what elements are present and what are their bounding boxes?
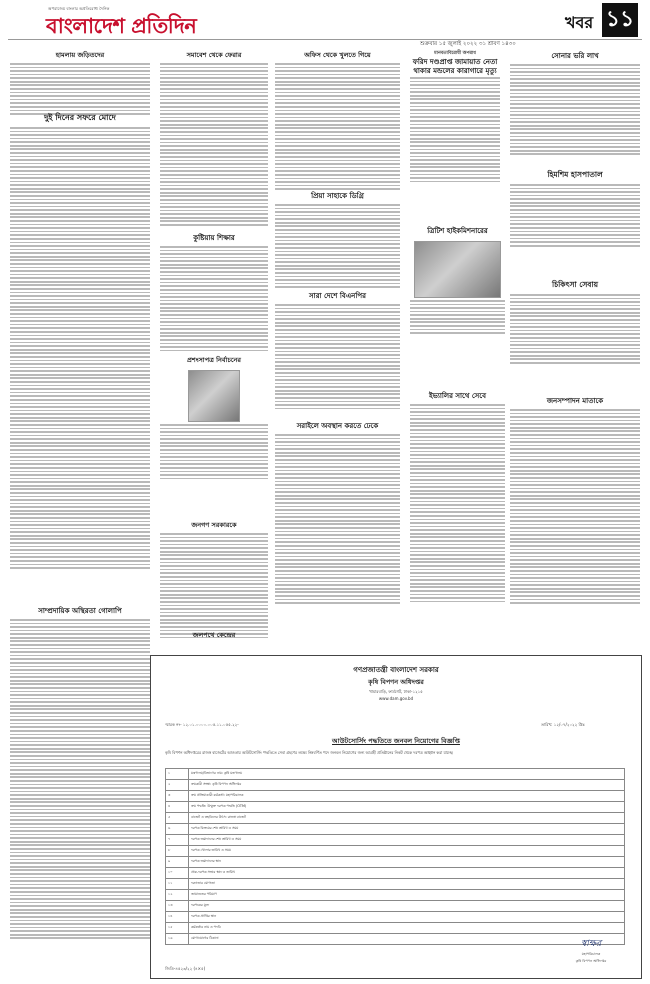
page-number: ১১ [602,3,638,37]
story-text-lines [510,294,640,364]
ad-intro: কৃষি বিপণন অধিদপ্তরের রাজস্ব বাজেটের আওতায় আউটসোর্সিং পদ্ধতিতে সেবা গ্রহণের লক্ষ্যে নিম্নবর্ণিত পদে জনবল নিয়োগের জন্য আগ্রহী প্রতিষ্ঠানের নিকট থেকে দরপত্র আহ্বান করা যাচ্ছে। [165,750,454,755]
ad-table-row [166,824,625,835]
story-s10[interactable] [510,395,640,606]
signatory-org: কৃষি বিপণন অধিদপ্তর [575,959,607,963]
ad-website[interactable]: www.dam.gov.bd [378,696,414,701]
ad-row-text: দরপত্রের মূল্য [189,901,625,912]
ad-row-text: দরদাতার যোগ্যতা [189,879,625,890]
headline[interactable]: জনসম্পাদন মাতাকে [546,396,604,405]
ad-reference: স্মারক নং- ১২.০১.০০০০.০০৫.১১.০৫৫.২২- [165,722,239,727]
headline[interactable]: জনগণ সরকারকে [191,521,237,529]
ad-table-row [166,879,625,890]
story-s9[interactable] [410,225,505,336]
ad-table-row [166,846,625,857]
ad-row-number: ১২ [166,890,189,901]
ad-table-row [166,868,625,879]
ad-row-number: ১১ [166,879,189,890]
story-text-lines [10,127,150,569]
story-s19[interactable] [160,520,268,640]
ad-table [165,768,625,945]
headline[interactable]: হামলায় জড়িতদের [55,51,105,59]
headline[interactable]: দুই দিনের সফরে মোদে [44,112,116,122]
signature-block [546,936,636,965]
story-photo [414,241,501,298]
story-text-lines [10,619,150,939]
story-text-lines [410,77,500,182]
headline[interactable]: অফিস থেকে খুলতে গিয়ে [304,51,371,59]
headline[interactable]: সাম্প্রদায়িক অস্থিরতা গোলাপি [38,606,122,615]
ad-table-row [166,857,625,868]
ad-table-row [166,890,625,901]
story-s1[interactable] [10,50,150,117]
ad-row-text: কর্মকর্তার নাম ও পদবি [189,923,625,934]
ad-header [151,656,641,701]
ad-row-number: ৫ [166,813,189,824]
ad-row-number: ১৩ [166,901,189,912]
story-text-lines [10,63,150,115]
headline[interactable]: চিকিৎসা সেবায় [551,280,599,289]
dateline: শুক্রবার ১৫ জুলাই ২০২২ ৩১ শ্রাবণ ১৪৩০ [420,41,516,47]
story-text-lines [275,204,400,288]
story-text-lines [510,409,640,604]
ad-title: আউটসোর্সিং পদ্ধতিতে জনবল নিয়োগের বিজ্ঞপ্তি [332,737,460,745]
story-text-lines [510,64,640,155]
story-s16[interactable] [410,390,505,604]
masthead-tagline: অপরাজেয় বাংলার অপ্রতিরোধ্য দৈনিক [48,6,110,11]
story-text-lines [410,300,505,334]
ad-row-text: জামানতের পরিমাণ [189,890,625,901]
story-s7[interactable] [275,190,400,290]
story-text-lines [275,304,400,409]
story-s18[interactable] [10,605,150,941]
story-text-lines [275,63,400,190]
ad-row-number: ১ [166,769,189,780]
ad-row-number: ৩ [166,791,189,802]
ad-row-number: ১৬ [166,934,189,945]
ad-table-row [166,802,625,813]
ad-row-text: ক্রয় পদ্ধতি: উন্মুক্ত দরপত্র পদ্ধতি (OTM) [189,802,625,813]
headline[interactable]: ফরিদ দণ্ডপ্রাপ্ত জামায়াত নেতা থাকার মন্ডলের কারাগারে মৃত্যু [412,57,498,75]
ad-row-text: দরপত্র খোলার তারিখ ও সময় [189,846,625,857]
headline[interactable]: প্রশংসাপত্র নির্বাচনের [187,356,241,364]
story-s3[interactable] [275,50,400,192]
ad-row-text: দরপত্র প্রাপ্তির স্থান [189,912,625,923]
story-s6[interactable] [10,112,150,571]
story-photo [188,370,240,422]
headline[interactable]: সরাইলে অবস্থান করতে ঢেকে [296,421,379,430]
ad-row-text: দরপত্র জমাদানের শেষ তারিখ ও সময় [189,835,625,846]
ad-code: জিডি-৪৫২৩/২২ (৪×৫) [165,966,206,971]
header-rule [8,39,642,40]
ad-row-text: যোগাযোগের ঠিকানা [189,934,625,945]
ad-row-text: বাজেট ও তহবিলের উৎস: রাজস্ব বাজেট [189,813,625,824]
story-text-lines [275,434,400,604]
story-text-lines [160,533,268,638]
story-s5[interactable] [510,50,640,157]
ad-row-text: ক্রয় প্রক্রিয়াকারী কর্মকর্তা: মহাপরিচালক [189,791,625,802]
story-s12[interactable] [160,355,268,481]
ad-government: গণপ্রজাতন্ত্রী বাংলাদেশ সরকার [353,666,439,674]
ad-row-number: ৪ [166,802,189,813]
headline[interactable]: প্রিয়া সাহাকে ডিগ্রি [311,191,364,200]
ad-row-number: ৬ [166,824,189,835]
story-s14[interactable] [275,290,400,411]
story-s11[interactable] [510,280,640,366]
ad-table-row [166,901,625,912]
ad-table-row [166,923,625,934]
ad-address: খামারবাড়ি, ফার্মগেট, ঢাকা-১২১৫ [369,689,423,694]
ad-table-row [166,769,625,780]
section-name: খবর [565,13,594,32]
ad-organization: কৃষি বিপণন অধিদপ্তর [368,678,424,686]
ad-table-row [166,835,625,846]
ad-row-text: মন্ত্রণালয়/বিভাগের নাম: কৃষি মন্ত্রণালয় [189,769,625,780]
headline[interactable]: ইভ্যালির সাথে সেবে [428,391,487,400]
ad-table-row [166,780,625,791]
story-s4[interactable] [410,50,500,184]
story-text-lines [160,63,268,226]
ad-table-row [166,813,625,824]
signatory-title: মহাপরিচালক [581,952,601,956]
story-s2[interactable] [160,50,268,228]
masthead-logo[interactable]: বাংলাদেশ প্রতিদিন [46,13,197,38]
story-text-lines [510,184,640,247]
ad-row-text: প্রাক-দরপত্র সভার স্থান ও তারিখ [189,868,625,879]
tender-advertisement [150,655,642,979]
signature: স্বাক্ষর [580,939,602,949]
story-s13[interactable] [160,232,268,353]
story-text-lines [160,424,268,479]
kicker: মানবতাবিরোধী অপরাধ [434,51,476,56]
ad-table-row [166,791,625,802]
ad-row-number: ২ [166,780,189,791]
ad-row-text: ক্রয়কারী সংস্থা: কৃষি বিপণন অধিদপ্তর [189,780,625,791]
ad-row-number: ৯ [166,857,189,868]
headline[interactable]: সোনার ভরি লাখ [551,51,599,60]
ad-row-text: দরপত্র জমাদানের স্থান [189,857,625,868]
ad-row-number: ১৫ [166,923,189,934]
ad-row-number: ৮ [166,846,189,857]
headline[interactable]: ত্রিটিশ হাইকমিশনারের [427,226,488,235]
headline[interactable]: জলপথে কেন্দ্রের [192,631,236,639]
headline[interactable]: হিমশিম হাসপাতাল [547,170,603,179]
story-s17[interactable] [160,630,268,641]
ad-row-text: দরপত্র বিক্রয়ের শেষ তারিখ ও সময় [189,824,625,835]
story-text-lines [410,404,505,602]
ad-table-row [166,912,625,923]
story-s15[interactable] [275,420,400,606]
ad-row-number: ১৪ [166,912,189,923]
masthead [0,0,650,47]
story-s8[interactable] [510,170,640,248]
story-text-lines [160,246,268,351]
ad-row-number: ৭ [166,835,189,846]
ad-date: তারিখ: ১২/০৭/২০২২ খ্রিঃ [541,722,585,727]
headline[interactable]: সারা দেশে বিএনপির [309,291,366,300]
ad-row-number: ১০ [166,868,189,879]
headline[interactable]: সমাবেশ থেকে ফেরার [186,51,242,59]
headline[interactable]: কুষ্টিয়ায় শিক্ষার [193,233,235,242]
